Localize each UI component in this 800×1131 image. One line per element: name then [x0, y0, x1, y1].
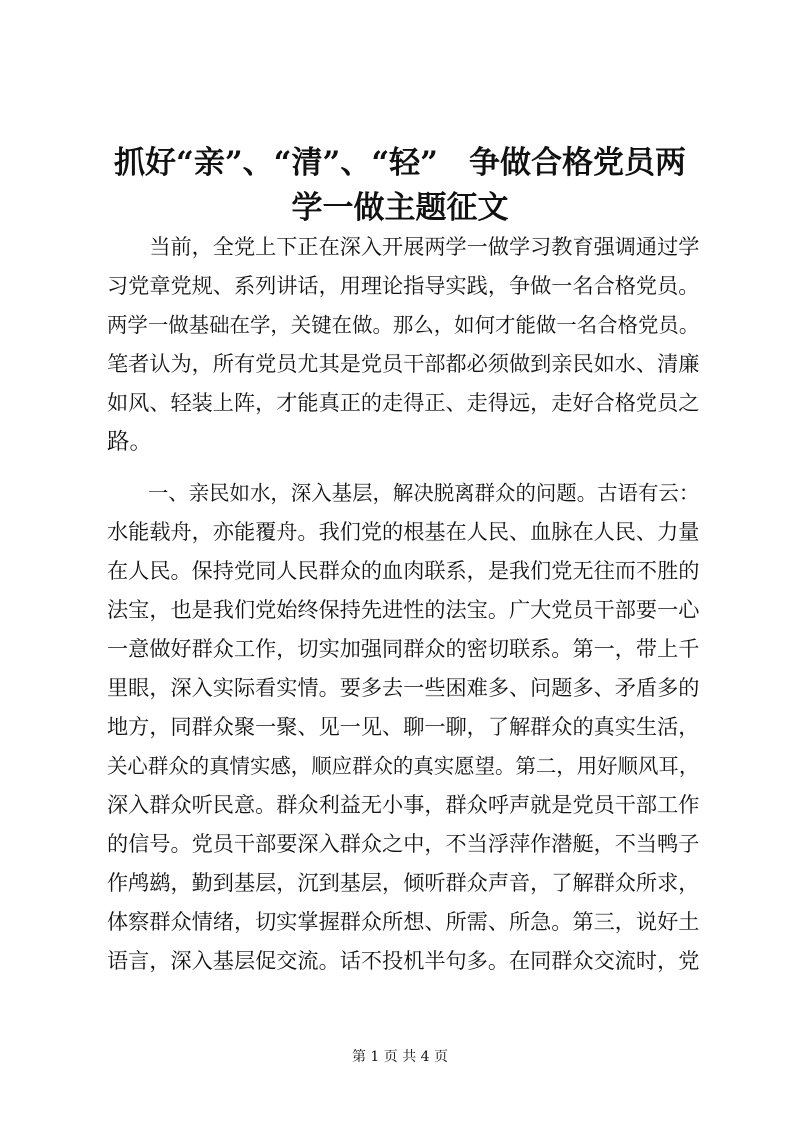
document-title-line-2: 学一做主题征文: [291, 190, 509, 226]
body-line: 路。: [107, 429, 153, 455]
body-line: 体察群众情绪，切实掌握群众所想、所需、所急。第三，说好土: [107, 909, 700, 934]
body-line: 习党章党规、系列讲话，用理论指导实践，争做一名合格党员。: [107, 273, 700, 298]
body-line: 笔者认为，所有党员尤其是党员干部都必须做到亲民如水、清廉: [107, 351, 700, 376]
page-number-footer: 第 1 页 共 4 页: [351, 1049, 449, 1065]
body-line: 作鸬鹚，勤到基层，沉到基层，倾听群众声音，了解群众所求，: [107, 870, 700, 895]
document-title-line-1: 抓好“亲”、“清”、“轻” 争做合格党员两: [114, 145, 686, 181]
body-line: 的信号。党员干部要深入群众之中，不当浮萍作潜艇，不当鸭子: [107, 831, 700, 856]
body-line: 水能载舟，亦能覆舟。我们党的根基在人民、血脉在人民、力量: [107, 519, 700, 544]
body-line: 当前，全党上下正在深入开展两学一做学习教育强调通过学: [107, 234, 700, 259]
body-line: 如风、轻装上阵，才能真正的走得正、走得远，走好合格党员之: [107, 390, 700, 415]
body-line: 里眼，深入实际看实情。要多去一些困难多、问题多、矛盾多的: [107, 675, 700, 700]
body-line: 在人民。保持党同人民群众的血肉联系，是我们党无往而不胜的: [107, 558, 700, 583]
body-line: 深入群众听民意。群众利益无小事，群众呼声就是党员干部工作: [107, 792, 700, 817]
body-line: 语言，深入基层促交流。话不投机半句多。在同群众交流时，党: [107, 948, 700, 973]
body-line: 法宝，也是我们党始终保持先进性的法宝。广大党员干部要一心: [107, 597, 700, 622]
body-line: 一、亲民如水，深入基层，解决脱离群众的问题。古语有云：: [107, 481, 700, 505]
body-line: 地方，同群众聚一聚、见一见、聊一聊，了解群众的真实生活，: [107, 714, 700, 739]
body-line: 关心群众的真情实感，顺应群众的真实愿望。第二，用好顺风耳，: [107, 754, 700, 778]
body-line: 两学一做基础在学，关键在做。那么，如何才能做一名合格党员。: [107, 313, 700, 337]
body-line: 一意做好群众工作，切实加强同群众的密切联系。第一，带上千: [107, 636, 700, 661]
